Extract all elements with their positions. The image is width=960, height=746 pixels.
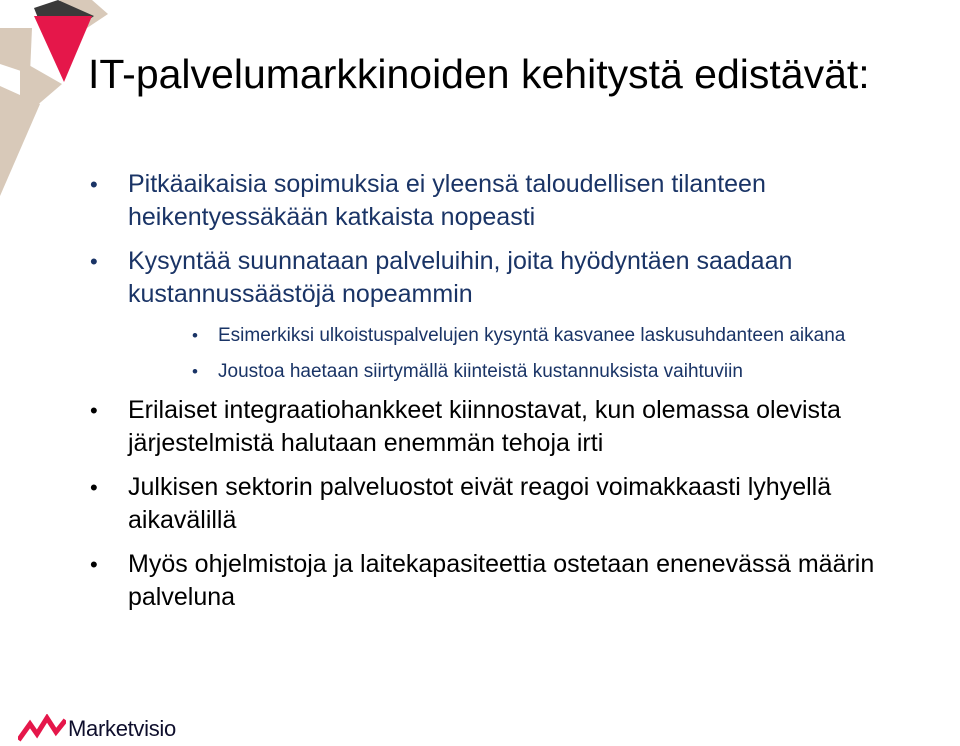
bullet-dot: • — [90, 249, 98, 274]
sub-bullet-item — [0, 358, 960, 385]
bullet-item — [0, 245, 960, 311]
bullet-dot: • — [90, 172, 98, 197]
bullet-text: Pitkäaikaisia sopimuksia ei yleensä taloudellisen tilanteen heikentyessäkään katkaista nopeasti — [128, 170, 766, 231]
bullet-item — [0, 548, 960, 614]
bullet-text: Kysyntää suunnataan palveluihin, joita hyödyntäen saadaan kustannussäästöjä nopeammin — [128, 247, 793, 308]
bullet-text: Joustoa haetaan siirtymällä kiinteistä kustannuksista vaihtuviin — [218, 361, 743, 382]
bullet-item — [0, 471, 960, 537]
bullet-dot: • — [90, 552, 98, 577]
brand-logo — [18, 712, 176, 746]
bullet-text: Julkisen sektorin palveluostot eivät reagoi voimakkaasti lyhyellä aikavälillä — [128, 473, 832, 534]
page-title: IT-palvelumarkkinoiden kehitystä edistävät: — [88, 51, 870, 97]
bullet-text: Myös ohjelmistoja ja laitekapasiteettia ostetaan enenevässä määrin palveluna — [128, 550, 875, 611]
bullet-dot: • — [192, 326, 198, 345]
bullet-list — [0, 168, 960, 625]
marketvisio-logo-icon — [18, 714, 66, 744]
logo-text: Marketvisio — [68, 716, 176, 741]
bullet-text: Erilaiset integraatiohankkeet kiinnostavat, kun olemassa olevista järjestelmistä halutaan enemmän tehoja irti — [128, 396, 841, 457]
sub-bullet-item — [0, 322, 960, 349]
bullet-item — [0, 394, 960, 460]
bullet-dot: • — [192, 362, 198, 381]
bullet-dot: • — [90, 475, 98, 500]
bullet-dot: • — [90, 398, 98, 423]
bullet-text: Esimerkiksi ulkoistuspalvelujen kysyntä kasvanee laskusuhdanteen aikana — [218, 325, 846, 346]
bullet-item — [0, 168, 960, 234]
